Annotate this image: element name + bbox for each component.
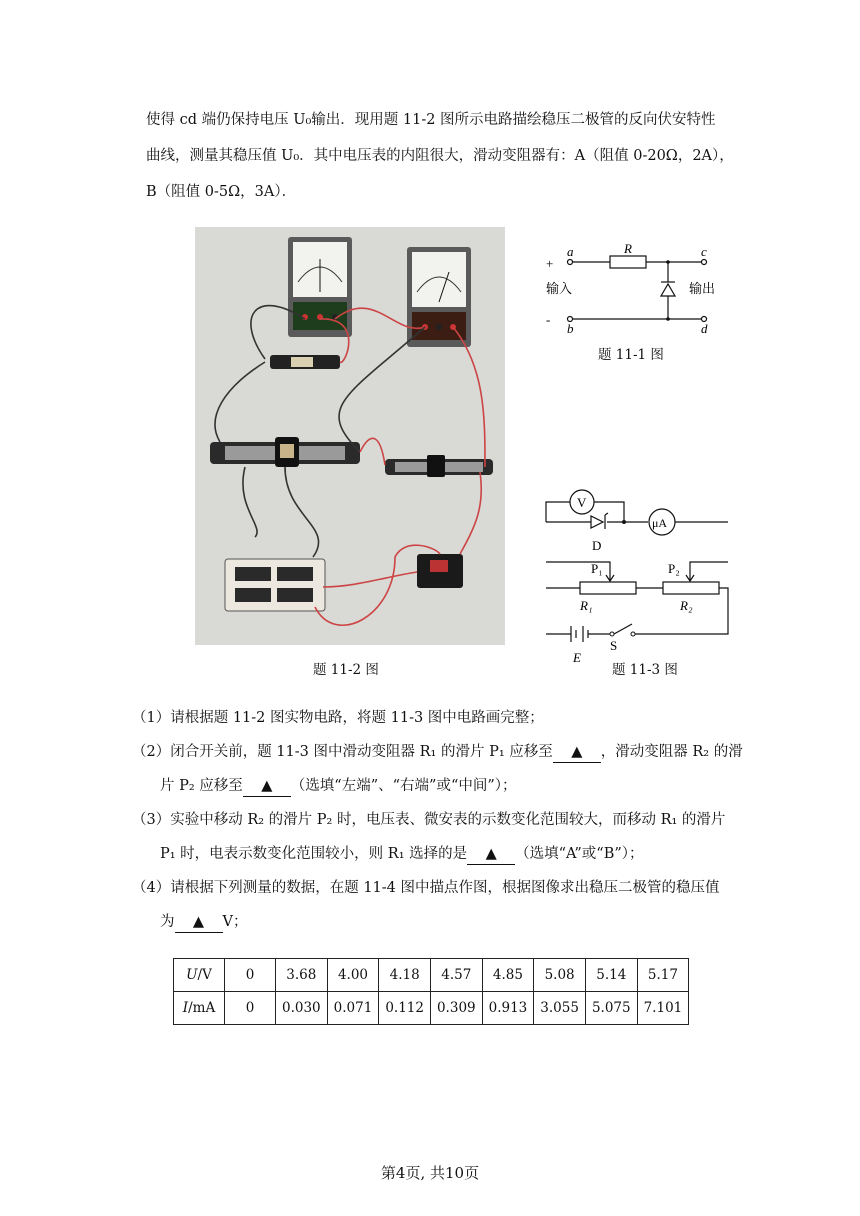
table-cell: 4.00 [327, 959, 379, 992]
figure-11-2-caption: 题 11-2 图 [313, 662, 379, 678]
slider-p1-label: P₁ [591, 561, 603, 576]
table-cell: 0 [225, 992, 276, 1025]
question-3-line-1: （3）实验中移动 R₂ 的滑片 P₂ 时，电压表、微安表的示数变化范围较大，而移动 R₁ 的滑片 [132, 812, 726, 828]
table-cell: 5.08 [534, 959, 586, 992]
table-cell: 7.101 [637, 992, 689, 1025]
figure-11-3-caption: 题 11-3 图 [612, 662, 678, 678]
question-4-text-c: V； [222, 914, 248, 930]
table-cell: 0.112 [379, 992, 431, 1025]
question-3-text-c: （选填“A”或“B”）； [515, 846, 644, 862]
question-4-line-2 [160, 912, 247, 933]
question-4-text-b: 为 [160, 914, 175, 930]
label-b: b [567, 321, 574, 336]
question-2-line-1 [132, 742, 743, 763]
minus-sign: - [546, 312, 551, 327]
circuit-photo [195, 227, 505, 645]
label-c: c [701, 244, 707, 259]
switch-label: S [610, 638, 618, 653]
table-cell: 0.030 [276, 992, 328, 1025]
question-2-text-d: （选填“左端”、“右端”或“中间”）； [290, 778, 517, 794]
intro-line-1: 使得 cd 端仍保持电压 U₀输出．现用题 11-2 图所示电路描绘稳压二极管的反向伏安特性 [146, 112, 716, 128]
table-cell: 3.68 [276, 959, 328, 992]
table-cell: 5.075 [585, 992, 637, 1025]
question-2-line-2 [160, 776, 517, 797]
answer-blank-p2: ▲ [243, 776, 291, 797]
figure-11-1-caption: 题 11-1 图 [598, 347, 664, 363]
slider-p2-label: P₂ [668, 561, 680, 576]
battery-pack [225, 559, 325, 611]
answer-blank-r1: ▲ [467, 844, 515, 865]
label-R: R [624, 241, 632, 256]
table-cell: 0.913 [482, 992, 534, 1025]
diode-label: D [592, 538, 602, 553]
row-label-voltage: U/V [174, 959, 225, 992]
table-cell: 0.071 [327, 992, 379, 1025]
intro-line-3: B（阻值 0-5Ω，3A）． [146, 184, 297, 200]
table-cell: 5.17 [637, 959, 689, 992]
question-2-text-a: （2）闭合开关前，题 11-3 图中滑动变阻器 R₁ 的滑片 P₁ 应移至 [132, 744, 553, 760]
plus-sign: + [546, 256, 554, 271]
table-cell: 0 [225, 959, 276, 992]
circuit-photo-drawing [195, 227, 505, 645]
question-3-line-2 [160, 844, 644, 865]
output-label: 输出 [689, 282, 716, 297]
table-row-current [174, 992, 689, 1025]
question-1: （1）请根据题 11-2 图实物电路，将题 11-3 图中电路画完整； [132, 710, 544, 726]
microammeter-symbol-label: μA [652, 516, 668, 530]
page-footer: 第4页, 共10页 [380, 1164, 480, 1182]
resistor-r2-label: R₂ [680, 598, 693, 613]
table-cell: 0.309 [430, 992, 482, 1025]
table-cell: 4.57 [430, 959, 482, 992]
measurement-table [173, 958, 689, 1025]
question-4-line-1: （4）请根据下列测量的数据，在题 11-4 图中描点作图，根据图像求出稳压二极管的稳压值 [132, 880, 720, 896]
battery-label: E [573, 650, 581, 665]
table-cell: 3.055 [534, 992, 586, 1025]
table-cell: 5.14 [585, 959, 637, 992]
question-2-text-b: ，滑动变阻器 R₂ 的滑 [600, 744, 743, 760]
intro-line-2: 曲线，测量其稳压值 U₀．其中电压表的内阻很大，滑动变阻器有：A（阻值 0-20Ω，2A）， [146, 148, 734, 164]
row-label-current: I/mA [174, 992, 225, 1025]
answer-blank-p1: ▲ [553, 742, 601, 763]
table-cell: 4.18 [379, 959, 431, 992]
label-a: a [567, 244, 574, 259]
question-2-text-c: 片 P₂ 应移至 [160, 778, 243, 794]
input-label: 输入 [546, 282, 573, 297]
resistor-r1-label: R₁ [580, 598, 593, 613]
label-d: d [701, 321, 708, 336]
table-row-voltage [174, 959, 689, 992]
question-3-text-b: P₁ 时，电表示数变化范围较小，则 R₁ 选择的是 [160, 846, 468, 862]
figure-11-3-schematic [538, 484, 738, 670]
voltmeter-symbol-label: V [577, 495, 587, 510]
table-cell: 4.85 [482, 959, 534, 992]
answer-blank-voltage: ▲ [175, 912, 223, 933]
figure-11-1-schematic [538, 240, 738, 340]
